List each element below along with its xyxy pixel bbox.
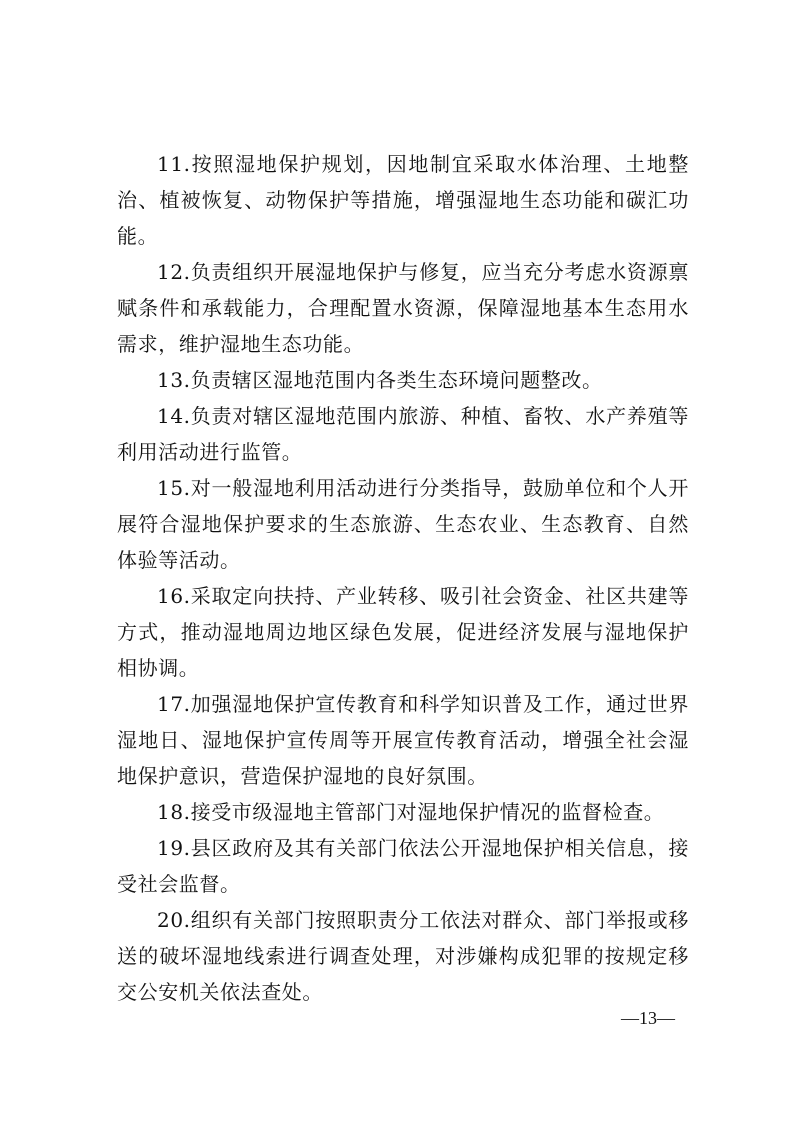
paragraph-11: 11.按照湿地保护规划，因地制宜采取水体治理、土地整治、植被恢复、动物保护等措施，增强湿地生态功能和碳汇功能。: [117, 152, 689, 248]
paragraph-17: 17.加强湿地保护宣传教育和科学知识普及工作，通过世界湿地日、湿地保护宣传周等开展宣传教育活动，增强全社会湿地保护意识，营造保护湿地的良好氛围。: [117, 692, 689, 788]
paragraph-15: 15.对一般湿地利用活动进行分类指导，鼓励单位和个人开展符合湿地保护要求的生态旅游、生态农业、生态教育、自然体验等活动。: [117, 476, 689, 572]
paragraph-14: 14.负责对辖区湿地范围内旅游、种植、畜牧、水产养殖等利用活动进行监管。: [117, 404, 689, 464]
paragraph-19: 19.县区政府及其有关部门依法公开湿地保护相关信息，接受社会监督。: [117, 836, 689, 896]
page-number: —13—: [621, 1008, 675, 1028]
paragraph-16: 16.采取定向扶持、产业转移、吸引社会资金、社区共建等方式，推动湿地周边地区绿色发展，促进经济发展与湿地保护相协调。: [117, 584, 689, 680]
document-body: [117, 146, 689, 1010]
paragraph-18: 18.接受市级湿地主管部门对湿地保护情况的监督检查。: [157, 800, 665, 824]
paragraph-12: 12.负责组织开展湿地保护与修复，应当充分考虑水资源禀赋条件和承载能力，合理配置水资源，保障湿地基本生态用水需求，维护湿地生态功能。: [117, 260, 689, 356]
paragraph-20: 20.组织有关部门按照职责分工依法对群众、部门举报或移送的破坏湿地线索进行调查处理，对涉嫌构成犯罪的按规定移交公安机关依法查处。: [117, 908, 689, 1004]
paragraph-13: 13.负责辖区湿地范围内各类生态环境问题整改。: [157, 368, 603, 392]
